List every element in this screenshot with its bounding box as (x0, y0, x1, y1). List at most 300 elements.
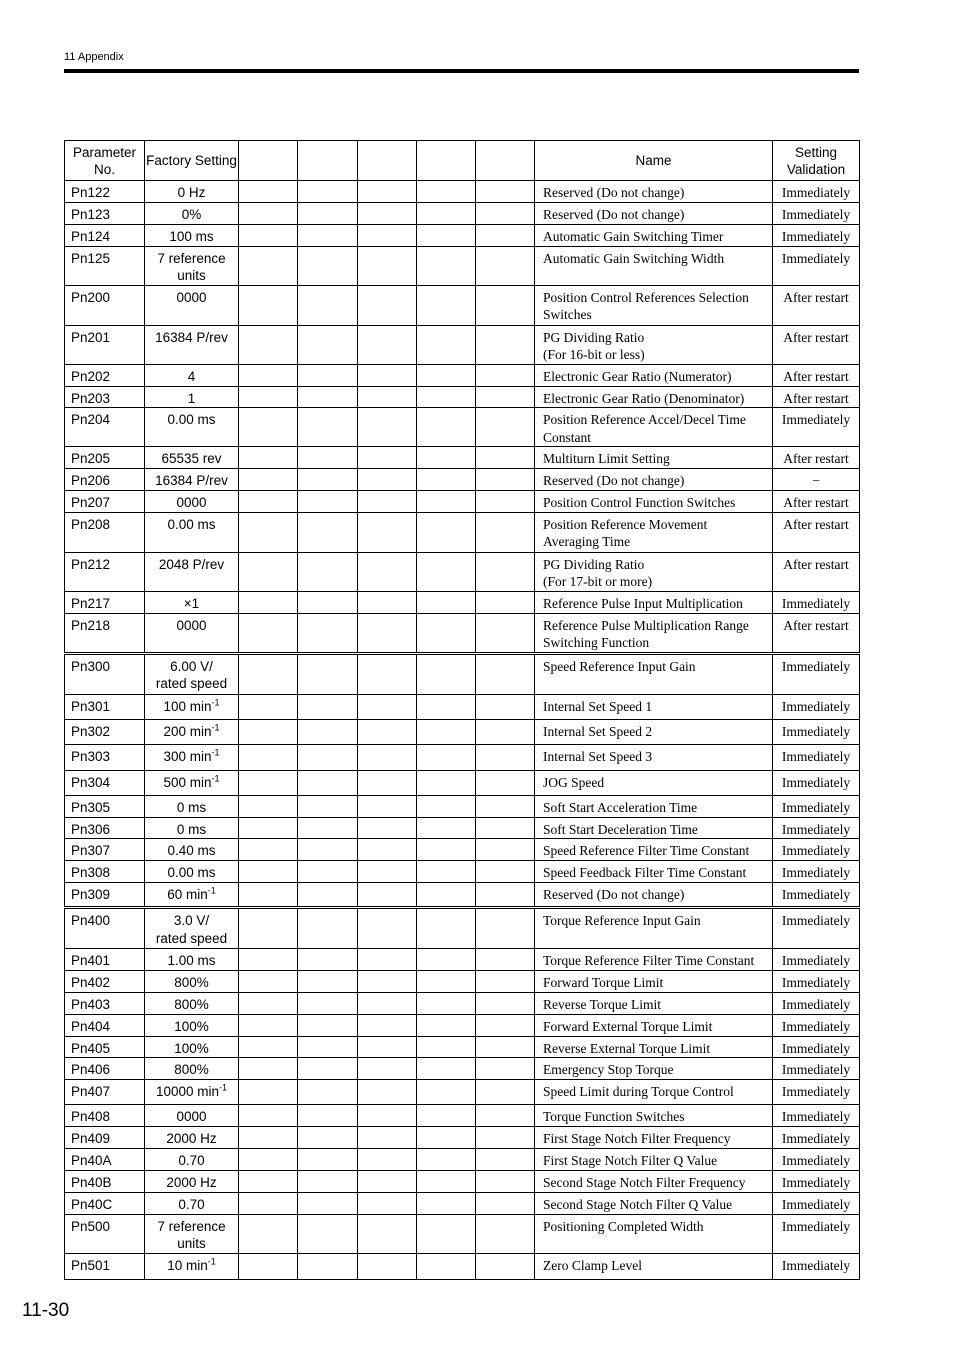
parameter-name-cell: Torque Reference Input Gain (535, 908, 773, 949)
table-row (65, 613, 860, 653)
blank-cell (417, 992, 476, 1014)
factory-setting-cell: 800% (145, 971, 239, 993)
table-row (65, 285, 860, 325)
table-row (65, 1171, 860, 1193)
factory-setting-cell: 0.70 (145, 1192, 239, 1214)
blank-cell (476, 469, 535, 491)
param-no-cell: Pn124 (65, 224, 145, 246)
blank-cell (476, 285, 535, 325)
column-header-setting-validation: Setting Validation (773, 141, 860, 181)
table-row (65, 1253, 860, 1279)
blank-cell (239, 203, 298, 225)
blank-cell (417, 949, 476, 971)
param-no-cell: Pn123 (65, 203, 145, 225)
setting-validation-cell: After restart (773, 552, 860, 591)
setting-validation-cell: Immediately (773, 719, 860, 744)
parameter-name-cell: First Stage Notch Filter Q Value (535, 1149, 773, 1171)
setting-validation-cell: Immediately (773, 770, 860, 795)
param-no-cell: Pn305 (65, 795, 145, 817)
setting-validation-cell: Immediately (773, 1171, 860, 1193)
param-no-cell: Pn301 (65, 694, 145, 719)
blank-cell (417, 1127, 476, 1149)
blank-cell (476, 364, 535, 386)
blank-cell (298, 246, 358, 285)
parameter-name-cell: Electronic Gear Ratio (Denominator) (535, 386, 773, 408)
param-no-cell: Pn402 (65, 971, 145, 993)
blank-cell (417, 653, 476, 694)
blank-header-cell (298, 141, 358, 181)
blank-cell (476, 1058, 535, 1080)
parameter-name-cell: JOG Speed (535, 770, 773, 795)
setting-validation-cell: Immediately (773, 883, 860, 908)
blank-cell (298, 552, 358, 591)
parameter-name-cell: Multiturn Limit Setting (535, 447, 773, 469)
setting-validation-cell: After restart (773, 447, 860, 469)
factory-setting-value: 300 min (163, 748, 212, 764)
blank-cell (417, 447, 476, 469)
factory-setting-cell: 0000 (145, 613, 239, 653)
blank-cell (239, 285, 298, 325)
param-no-cell: Pn405 (65, 1036, 145, 1058)
blank-cell (239, 694, 298, 719)
blank-cell (476, 1149, 535, 1171)
parameter-name-cell: Automatic Gain Switching Width (535, 246, 773, 285)
factory-setting-cell: 800% (145, 992, 239, 1014)
factory-setting-value: 200 min (163, 723, 212, 739)
blank-cell (358, 1253, 417, 1279)
unit-exponent: -1 (207, 1256, 216, 1266)
param-no-cell: Pn40C (65, 1192, 145, 1214)
blank-cell (298, 795, 358, 817)
section-header: 11 Appendix (64, 51, 124, 63)
blank-cell (298, 325, 358, 364)
blank-cell (358, 744, 417, 770)
blank-cell (239, 1036, 298, 1058)
blank-cell (239, 839, 298, 861)
blank-cell (476, 325, 535, 364)
table-row (65, 744, 860, 770)
blank-header-cell (239, 141, 298, 181)
blank-cell (298, 992, 358, 1014)
column-header-name: Name (535, 141, 773, 181)
table-row (65, 949, 860, 971)
blank-cell (239, 512, 298, 552)
blank-cell (298, 1036, 358, 1058)
blank-cell (417, 613, 476, 653)
factory-setting-value: 100 min (163, 698, 212, 714)
blank-cell (239, 883, 298, 908)
param-no-cell: Pn201 (65, 325, 145, 364)
blank-cell (239, 447, 298, 469)
parameter-name-cell: PG Dividing Ratio (For 16-bit or less) (535, 325, 773, 364)
parameter-name-cell: PG Dividing Ratio (For 17-bit or more) (535, 552, 773, 591)
blank-cell (298, 591, 358, 613)
blank-cell (358, 469, 417, 491)
parameter-name-cell: Position Reference Movement Averaging Time (535, 512, 773, 552)
blank-cell (417, 971, 476, 993)
table-row (65, 971, 860, 993)
blank-cell (417, 770, 476, 795)
blank-cell (417, 1080, 476, 1105)
factory-setting-cell: 0% (145, 203, 239, 225)
parameter-name-cell: Speed Limit during Torque Control (535, 1080, 773, 1105)
setting-validation-cell: Immediately (773, 992, 860, 1014)
factory-setting-cell: 16384 P/rev (145, 325, 239, 364)
param-no-cell: Pn206 (65, 469, 145, 491)
table-row (65, 770, 860, 795)
factory-setting-cell: 100% (145, 1036, 239, 1058)
blank-cell (239, 469, 298, 491)
setting-validation-cell: Immediately (773, 1127, 860, 1149)
blank-cell (298, 364, 358, 386)
blank-cell (358, 203, 417, 225)
blank-cell (298, 971, 358, 993)
table-row (65, 653, 860, 694)
blank-cell (298, 224, 358, 246)
setting-validation-cell: Immediately (773, 1080, 860, 1105)
blank-cell (476, 447, 535, 469)
blank-cell (239, 795, 298, 817)
param-no-cell: Pn205 (65, 447, 145, 469)
blank-cell (358, 1127, 417, 1149)
param-no-cell: Pn308 (65, 861, 145, 883)
blank-cell (417, 491, 476, 513)
setting-validation-cell: Immediately (773, 971, 860, 993)
blank-cell (358, 795, 417, 817)
table-row (65, 469, 860, 491)
factory-setting-cell (145, 1253, 239, 1279)
blank-cell (298, 1014, 358, 1036)
setting-validation-cell: Immediately (773, 1036, 860, 1058)
setting-validation-cell: Immediately (773, 949, 860, 971)
blank-cell (417, 1014, 476, 1036)
factory-setting-cell: 800% (145, 1058, 239, 1080)
blank-cell (298, 613, 358, 653)
blank-cell (417, 861, 476, 883)
param-no-cell: Pn204 (65, 408, 145, 447)
blank-cell (417, 285, 476, 325)
table-row (65, 325, 860, 364)
blank-cell (239, 1214, 298, 1253)
blank-cell (239, 224, 298, 246)
blank-cell (417, 591, 476, 613)
parameter-name-cell: Soft Start Deceleration Time (535, 817, 773, 839)
setting-validation-cell: After restart (773, 613, 860, 653)
param-no-cell: Pn406 (65, 1058, 145, 1080)
blank-cell (298, 203, 358, 225)
column-header-factory-setting: Factory Setting (145, 141, 239, 181)
blank-cell (358, 447, 417, 469)
blank-cell (358, 1058, 417, 1080)
table-row (65, 1080, 860, 1105)
blank-cell (417, 203, 476, 225)
blank-cell (476, 224, 535, 246)
blank-cell (239, 1127, 298, 1149)
factory-setting-cell: 0.70 (145, 1149, 239, 1171)
param-no-cell: Pn501 (65, 1253, 145, 1279)
parameter-name-cell: Positioning Completed Width (535, 1214, 773, 1253)
blank-cell (298, 469, 358, 491)
table-row (65, 992, 860, 1014)
unit-exponent: -1 (219, 1082, 228, 1093)
column-header-param-no: Parameter No. (65, 141, 145, 181)
param-no-cell: Pn203 (65, 386, 145, 408)
blank-cell (476, 795, 535, 817)
table-row (65, 719, 860, 744)
factory-setting-cell: 16384 P/rev (145, 469, 239, 491)
page-number: 11-30 (22, 1300, 70, 1321)
factory-setting-cell: 0000 (145, 1105, 239, 1127)
parameter-name-cell: Soft Start Acceleration Time (535, 795, 773, 817)
blank-cell (417, 719, 476, 744)
blank-cell (358, 224, 417, 246)
table-row (65, 694, 860, 719)
blank-cell (298, 883, 358, 908)
setting-validation-cell: Immediately (773, 591, 860, 613)
blank-cell (298, 1127, 358, 1149)
factory-setting-cell (145, 883, 239, 908)
blank-cell (358, 1171, 417, 1193)
factory-setting-value: 10000 min (155, 1084, 220, 1099)
factory-setting-cell: 0000 (145, 491, 239, 513)
param-no-cell: Pn400 (65, 908, 145, 949)
blank-cell (417, 181, 476, 203)
parameter-name-cell: Speed Reference Filter Time Constant (535, 839, 773, 861)
blank-cell (358, 839, 417, 861)
parameter-name-cell: Reserved (Do not change) (535, 469, 773, 491)
blank-cell (239, 744, 298, 770)
setting-validation-cell: Immediately (773, 1192, 860, 1214)
blank-cell (476, 386, 535, 408)
blank-cell (476, 1036, 535, 1058)
blank-cell (298, 447, 358, 469)
table-row (65, 408, 860, 447)
blank-cell (239, 908, 298, 949)
setting-validation-cell: After restart (773, 491, 860, 513)
blank-cell (476, 181, 535, 203)
parameter-name-cell: Reserved (Do not change) (535, 883, 773, 908)
parameter-name-cell: Internal Set Speed 2 (535, 719, 773, 744)
blank-cell (358, 591, 417, 613)
blank-cell (358, 1192, 417, 1214)
blank-cell (239, 1171, 298, 1193)
blank-header-cell (417, 141, 476, 181)
parameter-name-cell: Reverse External Torque Limit (535, 1036, 773, 1058)
blank-cell (298, 512, 358, 552)
blank-cell (239, 1192, 298, 1214)
param-no-cell: Pn122 (65, 181, 145, 203)
table-row (65, 181, 860, 203)
blank-cell (358, 613, 417, 653)
factory-setting-cell: 0.00 ms (145, 512, 239, 552)
factory-setting-value: 500 min (163, 774, 212, 790)
blank-cell (239, 364, 298, 386)
factory-setting-cell: 1.00 ms (145, 949, 239, 971)
blank-cell (239, 1058, 298, 1080)
blank-cell (476, 1080, 535, 1105)
table-row (65, 839, 860, 861)
blank-cell (298, 770, 358, 795)
parameter-name-cell: Position Control Function Switches (535, 491, 773, 513)
factory-setting-cell: 0 Hz (145, 181, 239, 203)
blank-cell (239, 1149, 298, 1171)
blank-cell (298, 181, 358, 203)
setting-validation-cell: Immediately (773, 203, 860, 225)
factory-setting-cell: 7 reference units (145, 1214, 239, 1253)
blank-cell (239, 591, 298, 613)
table-row (65, 795, 860, 817)
setting-validation-cell: Immediately (773, 1058, 860, 1080)
blank-cell (298, 744, 358, 770)
table-row (65, 552, 860, 591)
parameter-name-cell: Reference Pulse Multiplication Range Switching Function (535, 613, 773, 653)
table-header-row (65, 141, 860, 181)
setting-validation-cell: After restart (773, 512, 860, 552)
blank-cell (239, 613, 298, 653)
blank-cell (358, 908, 417, 949)
blank-header-cell (476, 141, 535, 181)
blank-cell (358, 1105, 417, 1127)
param-no-cell: Pn304 (65, 770, 145, 795)
unit-exponent: -1 (211, 773, 220, 783)
blank-cell (476, 591, 535, 613)
param-no-cell: Pn300 (65, 653, 145, 694)
blank-cell (298, 861, 358, 883)
parameter-name-cell: Reverse Torque Limit (535, 992, 773, 1014)
blank-cell (417, 1192, 476, 1214)
param-no-cell: Pn200 (65, 285, 145, 325)
blank-cell (476, 694, 535, 719)
blank-cell (476, 512, 535, 552)
factory-setting-cell (145, 719, 239, 744)
blank-cell (476, 817, 535, 839)
blank-cell (298, 694, 358, 719)
blank-cell (476, 1214, 535, 1253)
factory-setting-cell (145, 770, 239, 795)
parameter-table (64, 140, 860, 1280)
table-row (65, 1058, 860, 1080)
setting-validation-cell: After restart (773, 386, 860, 408)
setting-validation-cell: Immediately (773, 839, 860, 861)
blank-cell (298, 949, 358, 971)
param-no-cell: Pn125 (65, 246, 145, 285)
blank-cell (358, 653, 417, 694)
blank-cell (298, 1080, 358, 1105)
parameter-name-cell: Reference Pulse Input Multiplication (535, 591, 773, 613)
blank-cell (358, 817, 417, 839)
table-row (65, 386, 860, 408)
param-no-cell: Pn40A (65, 1149, 145, 1171)
param-no-cell: Pn309 (65, 883, 145, 908)
blank-cell (358, 949, 417, 971)
blank-cell (239, 1253, 298, 1279)
unit-exponent: -1 (207, 885, 216, 896)
table-row (65, 861, 860, 883)
setting-validation-cell: Immediately (773, 653, 860, 694)
unit-exponent: -1 (211, 747, 220, 757)
blank-cell (298, 408, 358, 447)
setting-validation-cell: Immediately (773, 1014, 860, 1036)
setting-validation-cell: After restart (773, 325, 860, 364)
parameter-name-cell: Speed Reference Input Gain (535, 653, 773, 694)
table-row (65, 1149, 860, 1171)
blank-cell (417, 1253, 476, 1279)
blank-cell (298, 1253, 358, 1279)
blank-cell (358, 861, 417, 883)
blank-header-cell (358, 141, 417, 181)
blank-cell (476, 1253, 535, 1279)
setting-validation-cell: Immediately (773, 1214, 860, 1253)
factory-setting-cell: ×1 (145, 591, 239, 613)
setting-validation-cell: After restart (773, 285, 860, 325)
blank-cell (417, 246, 476, 285)
table-row (65, 1105, 860, 1127)
blank-cell (476, 613, 535, 653)
setting-validation-cell: Immediately (773, 181, 860, 203)
setting-validation-cell: Immediately (773, 817, 860, 839)
parameter-name-cell: Position Control References Selection Switches (535, 285, 773, 325)
blank-cell (239, 949, 298, 971)
blank-cell (298, 1105, 358, 1127)
blank-cell (417, 224, 476, 246)
blank-cell (298, 1171, 358, 1193)
blank-cell (476, 408, 535, 447)
blank-cell (476, 719, 535, 744)
table-row (65, 908, 860, 949)
setting-validation-cell: Immediately (773, 861, 860, 883)
blank-cell (358, 719, 417, 744)
blank-cell (358, 386, 417, 408)
param-no-cell: Pn40B (65, 1171, 145, 1193)
param-no-cell: Pn307 (65, 839, 145, 861)
blank-cell (358, 1080, 417, 1105)
parameter-name-cell: First Stage Notch Filter Frequency (535, 1127, 773, 1149)
factory-setting-cell: 0.40 ms (145, 839, 239, 861)
table-row (65, 1014, 860, 1036)
parameter-name-cell: Internal Set Speed 3 (535, 744, 773, 770)
blank-cell (358, 770, 417, 795)
parameter-name-cell: Second Stage Notch Filter Frequency (535, 1171, 773, 1193)
unit-exponent: -1 (211, 722, 220, 732)
blank-cell (358, 181, 417, 203)
factory-setting-cell: 2000 Hz (145, 1127, 239, 1149)
blank-cell (298, 908, 358, 949)
parameter-name-cell: Torque Reference Filter Time Constant (535, 949, 773, 971)
blank-cell (417, 1171, 476, 1193)
factory-setting-cell: 100% (145, 1014, 239, 1036)
param-no-cell: Pn408 (65, 1105, 145, 1127)
blank-cell (476, 246, 535, 285)
blank-cell (239, 246, 298, 285)
blank-cell (358, 285, 417, 325)
blank-cell (298, 1192, 358, 1214)
parameter-name-cell: Emergency Stop Torque (535, 1058, 773, 1080)
parameter-name-cell: Position Reference Accel/Decel Time Constant (535, 408, 773, 447)
blank-cell (358, 364, 417, 386)
setting-validation-cell: − (773, 469, 860, 491)
blank-cell (239, 181, 298, 203)
blank-cell (476, 744, 535, 770)
param-no-cell: Pn409 (65, 1127, 145, 1149)
blank-cell (417, 1214, 476, 1253)
blank-cell (476, 1014, 535, 1036)
blank-cell (417, 817, 476, 839)
blank-cell (298, 386, 358, 408)
setting-validation-cell: After restart (773, 364, 860, 386)
param-no-cell: Pn212 (65, 552, 145, 591)
factory-setting-cell: 0 ms (145, 817, 239, 839)
table-row (65, 491, 860, 513)
